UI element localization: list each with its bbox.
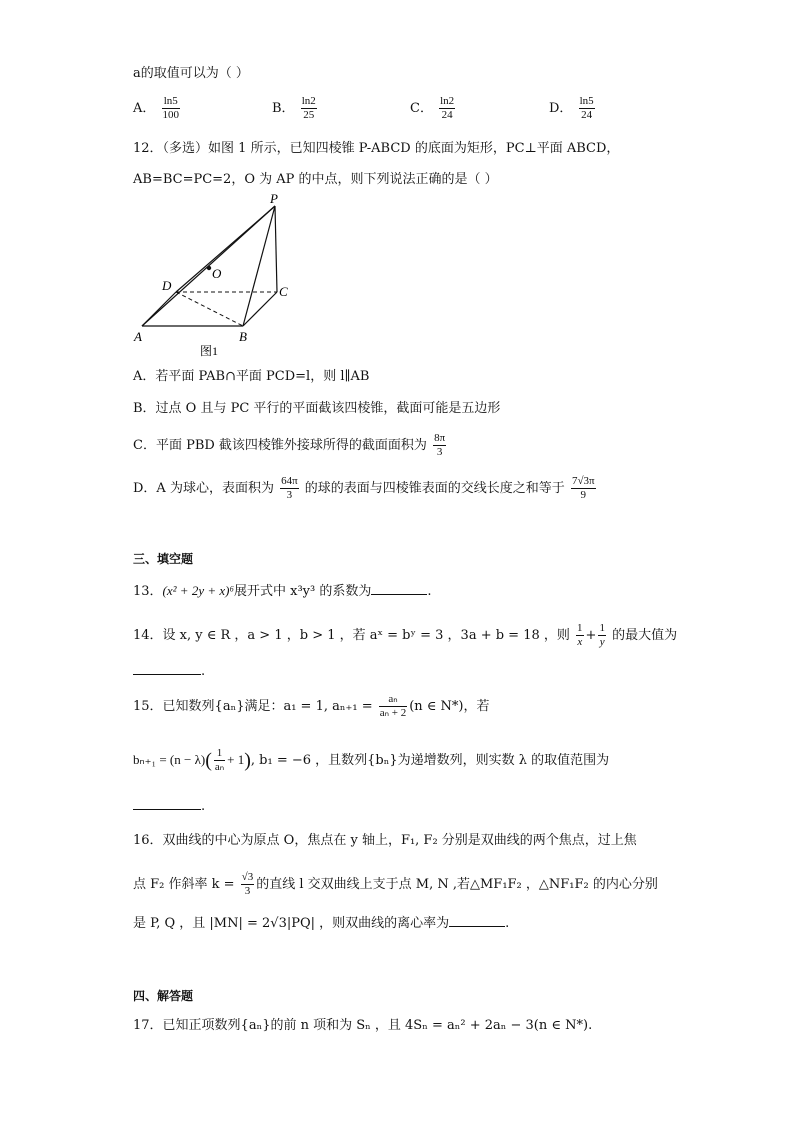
paren-open: ( [205, 749, 212, 772]
q14-end: . [201, 664, 206, 679]
option-d-text: D．A 为球心，表面积为 [133, 481, 274, 496]
q15-text: 15．已知数列{aₙ}满足：a₁ = 1, aₙ₊₁ = [133, 699, 373, 714]
q16-text: 点 F₂ 作斜率 k = [133, 877, 235, 892]
numerator: 1 [214, 747, 225, 761]
q15-text-2: , b₁ = −6 ，且数列{bₙ}为递增数列，则实数 λ 的取值范围为 [250, 753, 610, 768]
q16-line2 [133, 871, 658, 898]
q11-stem-tail: a的取值可以为（ ） [133, 66, 249, 81]
label-a: A [134, 329, 142, 344]
numerator: 1 [577, 622, 583, 634]
numerator: aₙ [379, 693, 407, 707]
q15-fraction [379, 693, 407, 720]
label-c: C [279, 284, 288, 299]
denominator: 24 [581, 109, 593, 121]
edge-db-hidden [176, 292, 243, 326]
q11-option-a [133, 95, 182, 122]
q15-answer-blank[interactable] [133, 797, 201, 810]
edge-pc [275, 206, 277, 292]
denominator: x [577, 636, 583, 648]
option-fraction [301, 95, 317, 122]
q14-plus: + [585, 628, 597, 643]
pyramid-figure [130, 192, 300, 362]
paren-close: ) [244, 749, 251, 772]
denominator: aₙ + 2 [379, 707, 407, 719]
option-label: A． [133, 101, 156, 116]
denominator: 3 [286, 489, 293, 501]
q14 [133, 622, 677, 649]
q13-end: . [427, 584, 432, 599]
q12-option-b: B．过点 O 且与 PC 平行的平面截该四棱锥，截面可能是五边形 [133, 401, 501, 416]
q16-line3 [133, 914, 509, 934]
option-label: B． [272, 101, 295, 116]
q13-text: 展开式中 x³y³ 的系数为 [233, 584, 372, 599]
q14-fraction-2 [598, 622, 606, 649]
q13-answer-blank[interactable] [371, 582, 427, 595]
q11-option-b [272, 95, 319, 122]
denominator: 100 [162, 109, 180, 121]
denominator: y [599, 636, 605, 648]
q14-answer-blank[interactable] [133, 662, 201, 675]
option-fraction [162, 95, 181, 122]
q16-answer-blank[interactable] [449, 914, 505, 927]
numerator: 8π [434, 432, 446, 444]
section-heading-answer: 四、解答题 [133, 989, 194, 1003]
q12-stem-line2: AB=BC=PC=2，O 为 AP 的中点，则下列说法正确的是（ ） [133, 172, 498, 187]
q12-option-d [133, 475, 598, 502]
numerator: 7√3π [571, 475, 595, 487]
option-c-fraction [433, 432, 446, 459]
denominator: 3 [436, 446, 443, 458]
q11-option-c [410, 95, 457, 122]
q15-end: . [201, 799, 206, 814]
option-d-fraction-1 [280, 475, 299, 502]
option-fraction [439, 95, 455, 122]
q15-text-post: (n ∈ N*)，若 [409, 699, 490, 714]
numerator: ln2 [301, 95, 316, 107]
denominator: 9 [580, 489, 586, 501]
q14-text-post: 的最大值为 [612, 628, 678, 643]
label-b: B [239, 329, 247, 344]
denominator: 25 [303, 109, 315, 121]
q14-text: 14．设 x, y ∈ R ，a > 1 ，b > 1 ，若 aˣ = bʸ = 3 ，3a + b = 18 ，则 [133, 628, 570, 643]
q16-slope-fraction [241, 871, 255, 898]
q16-text-post: 的直线 l 交双曲线上支于点 M, N ,若△MF₁F₂ ，△NF₁F₂ 的内心分别 [256, 877, 658, 892]
option-fraction [579, 95, 595, 122]
figure-caption: 图1 [200, 344, 219, 358]
option-label: C． [410, 101, 433, 116]
numerator: 1 [599, 622, 605, 634]
q15-line1 [133, 693, 489, 720]
section-heading-fill-in: 三、填空题 [133, 552, 194, 566]
q16-line1: 16．双曲线的中心为原点 O，焦点在 y 轴上，F₁, F₂ 分别是双曲线的两个焦点，过上焦 [133, 833, 637, 848]
q16-text-3: 是 P, Q ，且 |MN| = 2√3|PQ| ，则双曲线的离心率为 [133, 916, 450, 931]
label-p: P [270, 192, 278, 206]
q15-fraction-2 [214, 747, 225, 774]
q15-b-recurrence: bₙ₊₁ = (n − λ) [133, 752, 206, 767]
q13 [133, 581, 432, 602]
numerator: ln5 [162, 95, 181, 109]
numerator: 64π [281, 475, 298, 487]
point-o [207, 266, 211, 270]
q14-answer-line [133, 662, 205, 682]
q13-expression: (x² + 2y + x)⁶ [162, 583, 234, 598]
q12-stem-line1: 12．（多选）如图 1 所示，已知四棱锥 P-ABCD 的底面为矩形，PC⊥平面 ABCD， [133, 141, 620, 156]
q16-end: . [505, 916, 510, 931]
q15-plus-one: + 1 [227, 752, 245, 767]
q17: 17．已知正项数列{aₙ}的前 n 项和为 Sₙ ，且 4Sₙ = aₙ² + 2aₙ − 3(n ∈ N*). [133, 1018, 593, 1033]
q13-number: 13． [133, 584, 163, 599]
denominator: aₙ [214, 761, 225, 773]
q11-option-d [549, 95, 597, 122]
option-label: D． [549, 101, 573, 116]
option-c-text: C．平面 PBD 截该四棱锥外接球所得的截面面积为 [133, 438, 427, 453]
denominator: 3 [244, 885, 251, 897]
numerator: ln2 [440, 95, 455, 107]
numerator: ln5 [579, 95, 594, 107]
edge-pd [176, 206, 275, 292]
option-d-text-mid: 的球的表面与四棱锥表面的交线长度之和等于 [304, 481, 565, 496]
q15-line2 [133, 747, 609, 774]
option-d-fraction-2 [571, 475, 596, 502]
numerator: √3 [241, 871, 254, 883]
edge-pb [243, 206, 275, 326]
q14-fraction-1 [576, 622, 584, 649]
label-d: D [162, 278, 172, 293]
q15-answer-line [133, 797, 205, 817]
denominator: 24 [441, 109, 453, 121]
label-o: O [212, 266, 222, 281]
q12-option-c [133, 432, 448, 459]
q12-option-a: A．若平面 PAB∩平面 PCD=l，则 l∥AB [133, 369, 370, 384]
